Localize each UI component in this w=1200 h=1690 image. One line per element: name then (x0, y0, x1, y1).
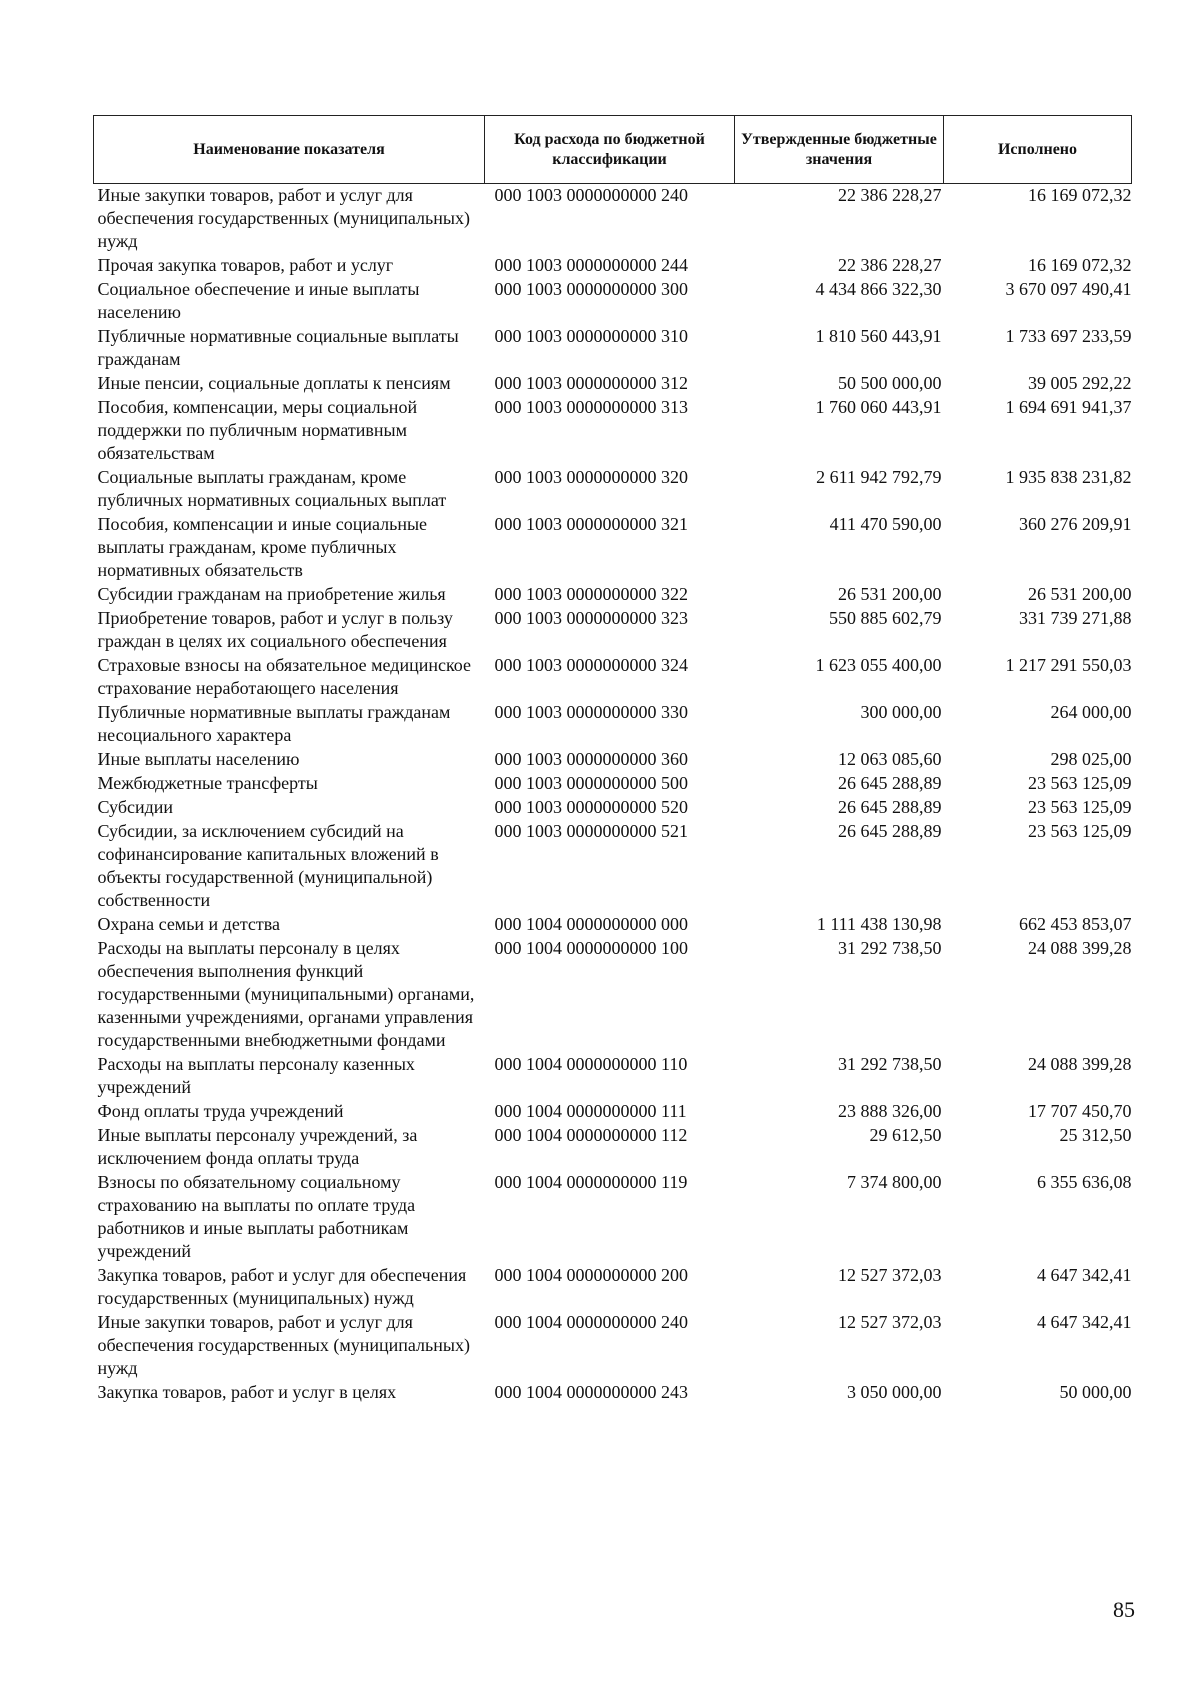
cell-executed: 24 088 399,28 (1028, 1054, 1132, 1074)
cell-approved: 4 434 866 322,30 (815, 279, 942, 299)
table-row (94, 396, 1132, 466)
cell-approved: 411 470 590,00 (829, 514, 942, 534)
table-row (94, 583, 1132, 607)
cell-approved: 2 611 942 792,79 (816, 467, 942, 487)
cell-executed: 26 531 200,00 (1028, 584, 1132, 604)
cell-approved: 26 645 288,89 (838, 821, 942, 841)
cell-approved: 7 374 800,00 (847, 1172, 942, 1192)
cell-approved: 12 063 085,60 (838, 749, 942, 769)
cell-code: 000 1004 0000000000 119 (494, 1172, 688, 1192)
cell-name: Приобретение товаров, работ и услуг в пользу граждан в целях их социального обеспечения (97, 608, 453, 651)
cell-name: Пособия, компенсации и иные социальные выплаты гражданам, кроме публичных нормативных обязательств (97, 514, 428, 580)
cell-approved: 29 612,50 (869, 1125, 942, 1145)
table-row (94, 1053, 1132, 1100)
table-row (94, 278, 1132, 325)
cell-name: Расходы на выплаты персоналу в целях обеспечения выполнения функций государственными (муниципальными) органами, казенными учреждениями, органами управления государственными внебюджетными фондами (97, 938, 475, 1050)
cell-name: Фонд оплаты труда учреждений (97, 1101, 344, 1121)
cell-approved: 1 760 060 443,91 (815, 397, 942, 417)
cell-approved: 550 885 602,79 (829, 608, 942, 628)
cell-name: Социальное обеспечение и иные выплаты населению (97, 279, 420, 322)
cell-name: Закупка товаров, работ и услуг в целях (97, 1382, 397, 1402)
cell-code: 000 1004 0000000000 240 (494, 1312, 688, 1332)
cell-code: 000 1003 0000000000 520 (494, 797, 688, 817)
budget-table-container (93, 115, 1131, 1405)
table-row (94, 1311, 1132, 1381)
cell-executed: 264 000,00 (1050, 702, 1132, 722)
table-row (94, 820, 1132, 913)
cell-name: Субсидии (97, 797, 174, 817)
cell-name: Субсидии, за исключением субсидий на софинансирование капитальных вложений в объекты государственной (муниципальной) собственности (97, 821, 439, 910)
cell-executed: 1 935 838 231,82 (1005, 467, 1132, 487)
cell-executed: 6 355 636,08 (1037, 1172, 1132, 1192)
cell-executed: 23 563 125,09 (1028, 773, 1132, 793)
cell-executed: 4 647 342,41 (1037, 1265, 1132, 1285)
cell-code: 000 1003 0000000000 500 (494, 773, 688, 793)
table-row (94, 748, 1132, 772)
cell-approved: 12 527 372,03 (838, 1312, 942, 1332)
cell-approved: 31 292 738,50 (838, 1054, 942, 1074)
header-code: Код расхода по бюджетной классификации (485, 116, 735, 184)
cell-name: Межбюджетные трансферты (97, 773, 318, 793)
cell-code: 000 1004 0000000000 112 (494, 1125, 688, 1145)
cell-name: Расходы на выплаты персоналу казенных учреждений (97, 1054, 415, 1097)
cell-approved: 26 645 288,89 (838, 797, 942, 817)
cell-name: Охрана семьи и детства (97, 914, 281, 934)
cell-name: Пособия, компенсации, меры социальной поддержки по публичным нормативным обязательствам (97, 397, 418, 463)
table-row (94, 607, 1132, 654)
cell-code: 000 1004 0000000000 110 (494, 1054, 688, 1074)
cell-executed: 1 733 697 233,59 (1005, 326, 1132, 346)
cell-executed: 16 169 072,32 (1028, 185, 1132, 205)
table-row (94, 796, 1132, 820)
cell-name: Иные выплаты персоналу учреждений, за исключением фонда оплаты труда (97, 1125, 418, 1168)
cell-executed: 360 276 209,91 (1019, 514, 1132, 534)
cell-approved: 23 888 326,00 (838, 1101, 942, 1121)
table-row (94, 1124, 1132, 1171)
cell-executed: 4 647 342,41 (1037, 1312, 1132, 1332)
cell-name: Субсидии гражданам на приобретение жилья (97, 584, 446, 604)
table-header (94, 116, 1132, 184)
cell-code: 000 1003 0000000000 322 (494, 584, 688, 604)
cell-code: 000 1003 0000000000 320 (494, 467, 688, 487)
page-number: 85 (1113, 1597, 1135, 1622)
cell-name: Иные пенсии, социальные доплаты к пенсиям (97, 373, 451, 393)
cell-approved: 1 111 438 130,98 (816, 914, 942, 934)
cell-code: 000 1003 0000000000 312 (494, 373, 688, 393)
cell-approved: 1 623 055 400,00 (815, 655, 942, 675)
cell-code: 000 1003 0000000000 323 (494, 608, 688, 628)
header-approved: Утвержденные бюджетные значения (735, 116, 944, 184)
cell-executed: 17 707 450,70 (1028, 1101, 1132, 1121)
cell-code: 000 1004 0000000000 111 (494, 1101, 687, 1121)
cell-approved: 1 810 560 443,91 (815, 326, 942, 346)
cell-code: 000 1003 0000000000 310 (494, 326, 688, 346)
cell-code: 000 1003 0000000000 240 (494, 185, 688, 205)
table-row (94, 937, 1132, 1053)
cell-code: 000 1003 0000000000 321 (494, 514, 688, 534)
table-row (94, 254, 1132, 278)
cell-executed: 662 453 853,07 (1019, 914, 1132, 934)
cell-code: 000 1003 0000000000 330 (494, 702, 688, 722)
cell-executed: 331 739 271,88 (1019, 608, 1132, 628)
cell-code: 000 1003 0000000000 244 (494, 255, 688, 275)
cell-code: 000 1003 0000000000 521 (494, 821, 688, 841)
cell-approved: 3 050 000,00 (847, 1382, 942, 1402)
table-row (94, 1264, 1132, 1311)
table-row (94, 1171, 1132, 1264)
cell-code: 000 1004 0000000000 000 (494, 914, 688, 934)
cell-approved: 300 000,00 (860, 702, 942, 722)
table-row (94, 513, 1132, 583)
budget-execution-table (93, 115, 1132, 1405)
table-body (94, 184, 1132, 1406)
cell-approved: 26 531 200,00 (838, 584, 942, 604)
table-row (94, 654, 1132, 701)
table-row (94, 325, 1132, 372)
table-row (94, 913, 1132, 937)
header-name: Наименование показателя (94, 116, 485, 184)
cell-executed: 39 005 292,22 (1028, 373, 1132, 393)
table-row (94, 466, 1132, 513)
table-row (94, 772, 1132, 796)
table-row (94, 1100, 1132, 1124)
cell-approved: 12 527 372,03 (838, 1265, 942, 1285)
cell-code: 000 1003 0000000000 324 (494, 655, 688, 675)
cell-name: Взносы по обязательному социальному страхованию на выплаты по оплате труда работников и иные выплаты работникам учреждений (97, 1172, 416, 1261)
cell-code: 000 1004 0000000000 243 (494, 1382, 688, 1402)
cell-executed: 25 312,50 (1059, 1125, 1132, 1145)
cell-approved: 50 500 000,00 (838, 373, 942, 393)
cell-name: Прочая закупка товаров, работ и услуг (97, 255, 394, 275)
cell-executed: 23 563 125,09 (1028, 797, 1132, 817)
cell-approved: 22 386 228,27 (838, 185, 942, 205)
cell-name: Закупка товаров, работ и услуг для обеспечения государственных (муниципальных) нужд (97, 1265, 467, 1308)
header-executed: Исполнено (944, 116, 1132, 184)
cell-approved: 22 386 228,27 (838, 255, 942, 275)
cell-name: Иные закупки товаров, работ и услуг для обеспечения государственных (муниципальных) нужд (97, 1312, 470, 1378)
cell-executed: 3 670 097 490,41 (1005, 279, 1132, 299)
cell-code: 000 1003 0000000000 360 (494, 749, 688, 769)
cell-code: 000 1003 0000000000 313 (494, 397, 688, 417)
cell-name: Иные выплаты населению (97, 749, 300, 769)
table-row (94, 372, 1132, 396)
cell-approved: 26 645 288,89 (838, 773, 942, 793)
cell-executed: 16 169 072,32 (1028, 255, 1132, 275)
table-row (94, 1381, 1132, 1405)
cell-executed: 23 563 125,09 (1028, 821, 1132, 841)
cell-code: 000 1003 0000000000 300 (494, 279, 688, 299)
cell-approved: 31 292 738,50 (838, 938, 942, 958)
cell-code: 000 1004 0000000000 100 (494, 938, 688, 958)
table-row (94, 701, 1132, 748)
cell-executed: 298 025,00 (1050, 749, 1132, 769)
cell-executed: 24 088 399,28 (1028, 938, 1132, 958)
cell-executed: 1 217 291 550,03 (1005, 655, 1132, 675)
cell-name: Публичные нормативные выплаты гражданам несоциального характера (97, 702, 451, 745)
cell-name: Иные закупки товаров, работ и услуг для обеспечения государственных (муниципальных) нужд (97, 185, 470, 251)
cell-name: Публичные нормативные социальные выплаты гражданам (97, 326, 459, 369)
cell-executed: 50 000,00 (1059, 1382, 1132, 1402)
cell-name: Страховые взносы на обязательное медицинское страхование неработающего населения (97, 655, 472, 698)
cell-executed: 1 694 691 941,37 (1005, 397, 1132, 417)
header-row (94, 116, 1132, 184)
table-row (94, 184, 1132, 255)
cell-code: 000 1004 0000000000 200 (494, 1265, 688, 1285)
cell-name: Социальные выплаты гражданам, кроме публичных нормативных социальных выплат (97, 467, 447, 510)
